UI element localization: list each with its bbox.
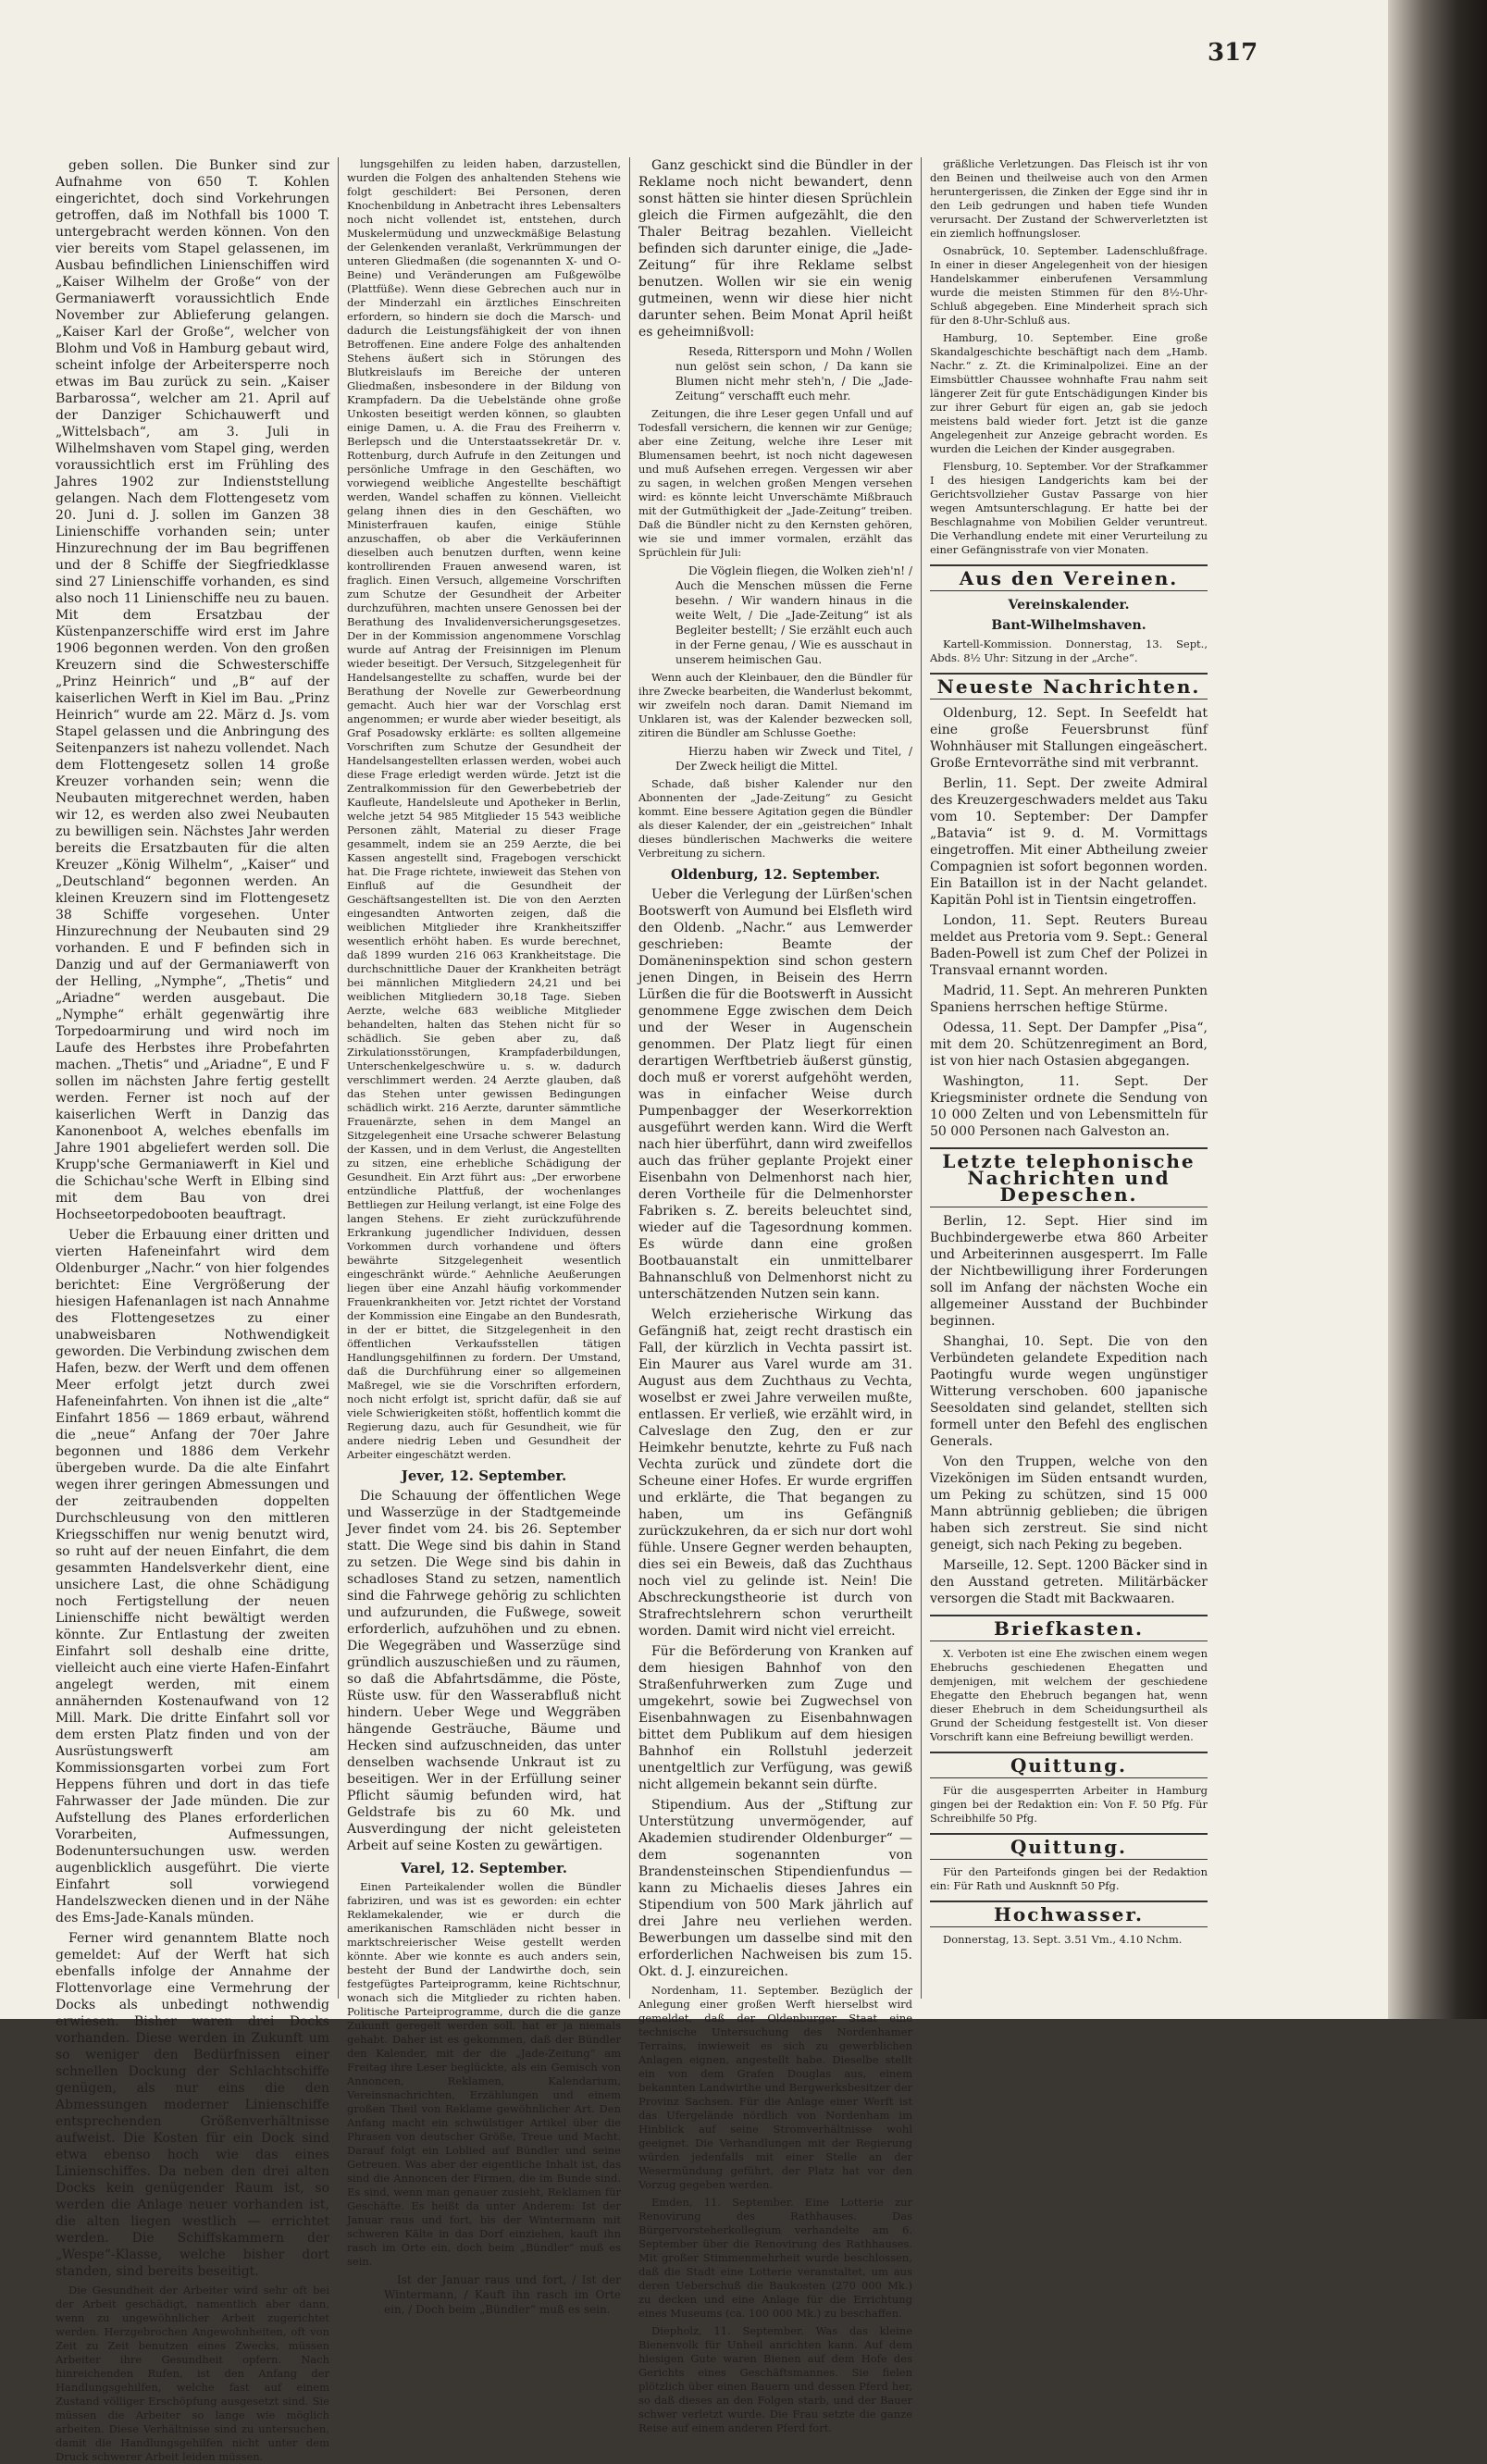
column-1 <box>56 157 329 2463</box>
article-paragraph: Washington, 11. Sept. Der Kriegsminister ordnete die Sendung von 10 000 Zelten und von Lebensmitteln für 50 000 Personen nach Galveston an. <box>930 1074 1208 1139</box>
article-paragraph: Shanghai, 10. Sept. Die von den Verbündeten gelandete Expedition nach Paotingfu wurde wegen ungünstiger Witterung verschoben. 600 japanische Seesoldaten sind gelandet, stellten sich formell unter den Befehl des englischen Generals. <box>930 1334 1208 1449</box>
article-paragraph: Reseda, Rittersporn und Mohn / Wollen nun gelöst sein schon, / Da kann sie Blumen nicht mehr steh'n, / Die „Jade-Zeitung“ verschafft euch mehr. <box>675 345 912 402</box>
article-paragraph: Osnabrück, 10. September. Ladenschlußfrage. In einer in dieser Angelegenheit von der hiesigen Handelskammer einberufenen Versammlung wurde die meisten Stimmen für den 8½-Uhr-Schluß abgegeben. Eine Minderheit sprach sich für den 8-Uhr-Schluß aus. <box>930 244 1208 327</box>
column-4 <box>930 157 1208 1999</box>
article-paragraph: Für den Parteifonds gingen bei der Redaktion ein: Für Rath und Ausknnft 50 Pfg. <box>930 1865 1208 1892</box>
article-paragraph: Für die ausgesperrten Arbeiter in Hamburg gingen bei der Redaktion ein: Von F. 50 Pfg. Für Schreibhilfe 50 Pfg. <box>930 1784 1208 1825</box>
article-paragraph: X. Verboten ist eine Ehe zwischen einem wegen Ehebruchs geschiedenen Ehegatten und demjenigen, mit welchem der geschiedene Ehegatte den Ehebruch begangen hat, wenn dieser Ehebruch in dem Scheidungsurtheil als Grund der Scheidung festgestellt ist. Von dieser Vorschrift kann eine Befreiung bewilligt werden. <box>930 1647 1208 1743</box>
article-paragraph: Zeitungen, die ihre Leser gegen Unfall und auf Todesfall versichern, die kennen wir zur Genüge; aber eine Zeitung, welche ihre Leser mit Blumensamen beehrt, ist noch nicht dagewesen und muß Aufsehen erregen. Vergessen wir aber zu sagen, in welchen großen Mengen versehen wird: es könnte leicht Unverschämte Mißbrauch mit der Gutmüthigkeit der „Jade-Zeitung“ treiben. Daß die Bündler nicht zu den Kernsten gehören, wie sie und immer vormalen, erzählt das Sprüchlein für Juli: <box>638 407 912 559</box>
article-paragraph: lungsgehilfen zu leiden haben, darzustellen, wurden die Folgen des anhaltenden Stehens wie folgt geschildert: Bei Personen, deren Knochenbildung in Anbetracht ihres Lebensalters noch nicht vollendet ist, entstehen, durch Muskelermüdung und unzweckmäßige Belastung der Gelenkenden veranlaßt, Verkrümmungen der unteren Gliedmaßen (die sogenannten X- und O-Beine) und Veränderungen am Fußgewölbe (Plattfüße). Wenn diese Gebrechen auch nur in der Minderzahl ein ärztliches Einschreiten erfordern, so hindern sie doch die Marsch- und dadurch die Leistungsfähigkeit der von ihnen Betroffenen. Eine andere Folge des anhaltenden Stehens äußert sich in Störungen des Blutkreislaufs im Bereiche der unteren Gliedmaßen, insbesondere in der Bildung von Krampfadern. Da die Uebelstände ohne große Unkosten beseitigt werden können, so glaubten einige Damen, u. A. die Frau des Freiherrn v. Berlepsch und die Unterstaatssekretär Dr. v. Rottenburg, durch Aufrufe in den Zeitungen und persönliche Umfrage in den Geschäften, wo vorwiegend weibliche Angestellte beschäftigt werden, Wandel schaffen zu können. Vielleicht gelang ihnen dies in den Geschäften, wo Ministerfrauen kaufen, einige Stühle anzuschaffen, ob aber die Verkäuferinnen dieselben auch benutzen durften, wenn keine kontrollirenden Frauen anwesend waren, ist fraglich. Einen Versuch, allgemeine Vorschriften zum Schutze der Gesundheit der Arbeiter durchzuführen, machten unsere Genossen bei der Berathung des Invalidenversicherungsgesetzes. Der in der Kommission angenommene Vorschlag wurde auf Antrag der Freisinnigen im Plenum wieder beseitigt. Der Versuch, Sitzgelegenheit für Handelsangestellte zu schaffen, wurde bei der Berathung der Novelle zur Gewerbeordnung gemacht. Auch hier war der Vorschlag erst angenommen; er wurde aber wieder beseitigt, als Graf Posadowsky erklärte: es sollten allgemeine Vorschriften zum Schutze der Gesundheit der Handelsangestellten erlassen werden, wobei auch diese Frage erledigt werden würde. Jetzt ist die Zentralkommission für den Gewerbebetrieb der Kaufleute, Handelsleute und Apotheker in Berlin, welche jetzt 54 985 Mitglieder 15 543 weibliche Personen zählt, Material zu dieser Frage gesammelt, indem sie an 259 Aerzte, die bei Kassen angestellt sind, Fragebogen verschickt hat. Die Frage richtete, inwieweit das Stehen von Einfluß auf die Gesundheit der Geschäftsangestellten ist. Die von den Aerzten eingesandten Antworten zeigen, daß die weiblichen Mitglieder ihre Krankheitsziffer wesentlich erhöht haben. Es wurde berechnet, daß 1899 wurden 216 063 Krankheitstage. Die durchschnittliche Dauer der Krankheiten beträgt bei männlichen Mitgliedern 24,21 und bei weiblichen Mitgliedern 30,18 Tage. Sieben Aerzte, welche 683 weibliche Mitglieder behandelten, halten das Stehen nicht für so schädlich. Sie geben aber zu, daß Zirkulationsstörungen, Krampfaderbildungen, Unterschenkelgeschwüre u. s. w. dadurch verschlimmert werden. 24 Aerzte glauben, daß das Stehen unter gewissen Bedingungen schädlich wirkt. 216 Aerzte, darunter sämmtliche Frauenärzte, sehen in dem Mangel an Sitzgelegenheit eine Ursache schwerer Belastung der Kassen, und in dem Verlust, die Angestellten zu sitzen, eine erhebliche Schädigung der Gesundheit. Ein Arzt führt aus: „Der erworbene entzündliche Plattfuß, der wochenlanges Bettliegen zur Heilung verlangt, ist eine Folge des langen Stehens. Er zieht zurückzuführende Erkrankung jugendlicher Individuen, dessen Vorkommen durch vorhandene und öfters bewährte Sitzgelegenheit wesentlich eingeschränkt würde.“ Aehnliche Aeußerungen liegen über eine Anzahl häufig vorkommender Frauenkrankheiten vor. Jetzt richtet der Vorstand der Kommission eine Eingabe an den Bundesrath, in der er bittet, die Sitzgelegenheit in den öffentlichen Verkaufsstellen tätigen Handlungsgehilfinnen zu fordern. Der Umstand, daß die Durchführung einer so allgemeinen Maßregel, wie sie die Vorschriften erfordern, noch nicht erfolgt ist, spricht dafür, daß sie auf viele Schwierigkeiten stößt, hoffentlich kommt die Regierung dazu, auch für Gesundheit, wie für andere niedrig Leben und Gesundheit der Arbeiter eingeschätzt werden. <box>347 157 621 1461</box>
article-paragraph: Donnerstag, 13. Sept. 3.51 Vm., 4.10 Nchm. <box>943 1933 1183 1946</box>
article-paragraph: Schade, daß bisher Kalender nur den Abonnenten der „Jade-Zeitung“ zu Gesicht kommt. Eine bessere Agitation gegen die Bündler als dieser Kalender, der ein „geistreichen“ Inhalt dieses bündlerischen Machwerks die weitere Verbreitung zu sichern. <box>638 777 912 860</box>
dateline: Jever, 12. September. <box>401 1467 567 1484</box>
book-binding <box>1388 0 1487 2019</box>
column-rule <box>921 157 922 1999</box>
section-heading: Quittung. <box>930 1752 1208 1778</box>
column-rule <box>629 157 630 1999</box>
article-paragraph: gräßliche Verletzungen. Das Fleisch ist ihr von den Beinen und theilweise auch von den Armen heruntergerissen, die Zinken der Egge sind ihr in den Leib gedrungen und haben tiefe Wunden verursacht. Der Zustand der Schwerverletzten ist ein ziemlich hoffnungsloser. <box>930 157 1208 240</box>
article-paragraph: Hamburg, 10. September. Eine große Skandalgeschichte beschäftigt nach dem „Hamb. Nachr.“ z. Zt. die Kriminalpolizei. Eine an der Eimsbüttler Chaussee wohnhafte Frau nahm seit längerer Zeit für gute Entschädigungen Kinder bis zur ihrer Geburt für eigen an, gab sie jedoch meistens bald wieder fort. Jetzt ist die ganze Angelegenheit zur Anzeige gebracht worden. Es wurden die Leichen der Kinder ausgegraben. <box>930 331 1208 455</box>
article-paragraph: Flensburg, 10. September. Vor der Strafkammer I des hiesigen Landgerichts kam bei der Gerichtsvollzieher Gustav Passarge von hier wegen Amtsunterschlagung. Er hatte bei der Beschlagnahme von Mobilien Gelder veruntreut. Die Verhandlung endete mit einer Verurteilung zu einer Gefängnisstrafe von vier Monaten. <box>930 460 1208 556</box>
article-paragraph: geben sollen. Die Bunker sind zur Aufnahme von 650 T. Kohlen eingerichtet, doch sind Vorkehrungen getroffen, daß im Nothfall bis 1000 T. untergebracht werden können. Von den vier bereits vom Stapel gelassenen, im Ausbau befindlichen Linienschiffen wird „Kaiser Wilhelm der Große“ von der Germaniawerft voraussichtlich Ende November zur Ablieferung gelangen. „Kaiser Karl der Große“, welcher von Blohm und Voß in Hamburg gebaut wird, scheint infolge der Arbeitersperre noch etwas im Bau zurück zu sein. „Kaiser Barbarossa“, welcher am 21. April auf der Danziger Schichauwerft und „Wittelsbach“, am 3. Juli in Wilhelmshaven vom Stapel ging, werden voraussichtlich erst im Frühling des Jahres 1902 zur Indienststellung gelangen. Nach dem Flottengesetz vom 20. Juni d. J. sollen im Ganzen 38 Linienschiffe vorhanden sein; unter Hinzurechnung der im Bau begriffenen und der 8 Schiffe der Siegfriedklasse sind 27 Linienschiffe vorhanden, es sind also noch 11 Linienschiffe neu zu bauen. Mit dem Ersatzbau der Küstenpanzerschiffe wird erst im Jahre 1906 begonnen werden. Von den großen Kreuzern sind die Schwesterschiffe „Prinz Heinrich“ und „B“ auf der kaiserlichen Werft in Kiel im Bau. „Prinz Heinrich“ wurde am 22. März d. Js. vom Stapel gelassen und die Anbringung des Seitenpanzers ist nahezu vollendet. Nach dem Flottengesetz sollen 14 große Kreuzer vorhanden sein; wenn die Neubauten mitgerechnet werden, haben wir 12, es werden also zwei Neubauten zu bewilligen sein. Nächstes Jahr werden bereits die Ersatzbauten für die alten Kreuzer „König Wilhelm“, „Kaiser“ und „Deutschland“ begonnen werden. An kleinen Kreuzern sind im Flottengesetz 38 Schiffe vorgesehen. Unter Hinzurechnung der Neubauten sind 29 vorhanden. E und F befinden sich in Danzig und auf der Germaniawerft von der Helling, „Nymphe“, „Thetis“ und „Ariadne“ werden ausgebaut. Die „Nymphe“ erhält gegenwärtig ihre Torpedoarmirung und wird noch im Laufe des Herbstes ihre Probefahrten machen. „Thetis“ und „Ariadne“, E und F sollen im nächsten Jahre fertig gestellt werden. Ferner ist noch auf der kaiserlichen Werft in Danzig das Kanonenboot A, welches ebenfalls im Jahre 1901 abgeliefert werden soll. Die Krupp'sche Germaniawerft in Kiel und die Schichau'sche Werft in Elbing sind mit dem Bau von drei Hochseetorpedobooten beauftragt. <box>56 158 329 1222</box>
article-paragraph: Von den Truppen, welche von den Vizekönigen im Süden entsandt wurden, um Peking zu schützen, sind 15 000 Mann abtrünnig geblieben; die übrigen haben sich zerstreut. Sie sind nicht geneigt, sich nach Peking zu begeben. <box>930 1455 1208 1553</box>
article-paragraph: Einen Parteikalender wollen die Bündler fabriziren, und was ist es geworden: ein echter Reklamekalender, wie er durch die amerikanischen Ramschläden nicht besser in marktschreierischer Weise gestellt werden könnte. Aber wie konnte es auch anders sein, besteht der Bund der Landwirthe doch, sein festgefügtes Parteiprogramm, keine Richtschnur, wonach sich die Mitglieder zu richten haben. Politische Parteiprogramme, durch die die ganze Zukunft geregelt werden soll, hat er ja niemals gehabt. Daher ist es gekommen, daß der Bündler den Kalender, mit der die „Jade-Zeitung“ am Freitag ihre Leser beglückte, als ein Gemisch von Annoncen, Reklamen, Kalendarium, Vereinsnachrichten, Erzählungen und einem großen Theil von Reklame gewöhnlicher Art. Den Anfang macht ein schwülstiger Artikel über die Phrasen von deutscher Größe, Treue und Macht. Darauf folgt ein Loblied auf Bündler und seine Getreuen. Was aber der eigentliche Inhalt ist, das sind die Annoncen der Firmen, die im Bunde sind. Es sind, wenn man genauer zusieht, Reklamen für Geschäfte. Es heißt da unter Anderem: Ist der Januar raus und fort, bis der Wintermann mit schweren Kälte in das Dorf einziehen, kauft ihn rasch im Orte ein, doch beim „Bündler“ muß es sein. <box>347 1880 621 2268</box>
article-paragraph: Wenn auch der Kleinbauer, den die Bündler für ihre Zwecke bearbeiten, die Wanderlust bekommt, wir zweifeln noch daran. Damit Niemand im Unklaren ist, was der Kalender bezwecken soll, zitiren die Bündler am Schlusse Goethe: <box>638 671 912 739</box>
dateline: Oldenburg, 12. September. <box>670 866 881 883</box>
article-paragraph: Die Schauung der öffentlichen Wege und Wasserzüge in der Stadtgemeinde Jever findet vom 24. bis 26. September statt. Die Wege sind bis dahin in Stand zu setzen. Die Wege sind bis dahin in schadloses Stand zu setzen, namentlich sind die Fahrwege gehörig zu schlichten und aufzurunden, die Fußwege, soweit erforderlich, aufzuhöhen und zu ebnen. Die Wegegräben und Wasserzüge sind gründlich auszuschießen und zu räumen, so daß die Abfahrtsdämme, die Pöste, Rüste usw. für den Wasserabfluß nicht hindern. Ueber Wege und Weggräben hängende Gesträuche, Bäume und Hecken sind aufzuschneiden, das unter denselben wachsende Unkraut ist zu beseitigen. Wer in der Erfüllung seiner Pflicht säumig befunden wird, hat Geldstrafe bis zu 60 Mk. und Ausverdingung der nicht geleisteten Arbeit auf seine Kosten zu gewärtigen. <box>347 1489 621 1853</box>
section-heading: Quittung. <box>930 1833 1208 1860</box>
section-heading: Neueste Nachrichten. <box>930 673 1208 700</box>
article-paragraph: Emden, 11. September. Eine Lotterie zur Renovirung des Rathhauses. Das Bürgervorsteherkollegium verhandelte am 6. September über die Renovirung des Rathhauses. Mit großer Stimmenmehrheit wurde beschlossen, daß die Stadt eine Lotterie veranstaltet, um aus deren Ueberschuß die Baukosten (270 000 Mk.) zu decken und eine Anlage für die Errichtung eines Museums (ca. 100 000 Mk.) zu beschaffen. <box>638 2196 912 2320</box>
article-paragraph: Ist der Januar raus und fort, / Ist der Wintermann, / Kauft ihn rasch im Orte ein, / Doch beim „Bündler“ muß es sein. <box>384 2273 621 2316</box>
article-paragraph: Diepholz, 11. September. Was das kleine Bienenvolk für Unheil anrichten kann. Auf dem hiesigen Gute waren Bienen auf dem Hofe des Gerichts eines Geschäftsmannes. Sie fielen plötzlich über einen Bauern und dessen Pferd her, so daß dieses an den Folgen starb, und der Bauer schwer verletzt wurde. Die Frau setzte die ganze Reise auf einem anderen Pferd fort. <box>638 2324 912 2434</box>
section-heading: Aus den Vereinen. <box>930 564 1208 591</box>
column-3 <box>638 157 912 2434</box>
article-paragraph: Die Gesundheit der Arbeiter wird sehr oft bei der Arbeit geschädigt, namentlich aber dann, wenn zu ungewöhnlicher Arbeit zugerichtet werden. Herzgebrochen Angewohnheiten, oft von Zeit zu Zeit benutzen eines Zwecks, müssen Arbeiter ihre Gesundheit opfern. Nach hinreichenden Rufen, ist den Anfang der Handlungsgehilfen, welche fast auf einem Zustand völliger Erschöpfung ausgesetzt sind. Sie müssen die Arbeiter so lange wie möglich arbeiten. Diese Verhältnisse sind zu untersuchen, damit die Handlungsgehilfen nicht unter dem Druck schwerer Arbeit leiden müssen. <box>56 2284 329 2463</box>
article-paragraph: Für die Beförderung von Kranken auf dem hiesigen Bahnhof von den Straßenfuhrwerken zum Zuge und umgekehrt, sowie bei Zugwechsel von Eisenbahnwagen zu Eisenbahnwagen bittet dem Publikum auf dem hiesigen Bahnhof ein Rollstuhl jederzeit unentgeltlich zur Verfügung, was gewiß nicht allgemein bekannt sein dürfte. <box>638 1644 912 1792</box>
article-paragraph: Welch erzieherische Wirkung das Gefängniß hat, zeigt recht drastisch ein Fall, der kürzlich in Vechta passirt ist. Ein Maurer aus Varel wurde am 31. August aus dem Zuchthaus zu Vechta, woselbst er zwei Jahre verweilen mußte, entlassen. Er verließ, wie erzählt wird, in Calveslage den Zug, den er zur Heimkehr benutzte, kehrte zu Fuß nach Vechta zurück und zündete dort die Scheune einer Hofes. Er wurde ergriffen und erklärte, die That begangen zu haben, um ins Gefängniß zurückzukehren, da er sich nur dort wohl fühle. Unsere Gegner werden behaupten, dies sei ein Beweis, daß das Zuchthaus noch viel zu gelinde ist. Nein! Die Abschreckungstheorie ist durch von Strafrechtslehrern schon verurtheilt worden. Damit wird nicht viel erreicht. <box>638 1307 912 1639</box>
article-paragraph: Madrid, 11. Sept. An mehreren Punkten Spaniens herrschen heftige Stürme. <box>930 984 1208 1015</box>
article-paragraph: Nordenham, 11. September. Bezüglich der Anlegung einer großen Werft hierselbst wird gemeldet, daß der Oldenburger Staat eine technische Untersuchung des Nordenhamer Terrains, inwieweit es sich zu gewerblichen Anlagen eignen, angestellt habe. Dieselbe stellt ein von dem Grafen Douglas aus, einem bekannten Landwirthe und Bergwerksbesitzer der Provinz Sachsen. Für die Anlage einer Werft ist das Ufergelände nördlich von Nordenham im Hinblick auf seine Stromverhältnisse wohl geeignet. Die Verhandlungen mit der Regierung würden jedenfalls mit einer Stelle an der Wesermündung geführt, der Platz hat vor den Vorzug gegeben werden. <box>638 1984 912 2191</box>
dateline: Varel, 12. September. <box>401 1860 567 1876</box>
article-paragraph: Kartell-Kommission. Donnerstag, 13. Sept., Abds. 8½ Uhr: Sitzung in der „Arche“. <box>930 638 1208 664</box>
page-number: 317 <box>1208 39 1258 67</box>
article-paragraph: Marseille, 12. Sept. 1200 Bäcker sind in den Ausstand getreten. Militärbäcker versorgen die Stadt mit Backwaaren. <box>930 1558 1208 1606</box>
section-heading: Vereinskalender. <box>1008 598 1130 613</box>
article-paragraph: Stipendium. Aus der „Stiftung zur Unterstützung unvermögender, auf Akademien studirender Oldenburger“ — dem sogenannten von Brandensteinschen Stipendienfundus — kann zu Michaelis dieses Jahres ein Stipendium von 500 Mark jährlich auf drei Jahre neu verliehen werden. Bewerbungen um dasselbe sind mit den erforderlichen Nachweisen bis zum 15. Okt. d. J. einzureichen. <box>638 1798 912 1979</box>
article-paragraph: Ganz geschickt sind die Bündler in der Reklame noch nicht bewandert, denn sonst hätten sie hinter diesen Sprüchlein gleich die Firmen aufgezählt, die den Thaler Beitrag bezahlen. Vielleicht befinden sich darunter einige, die „Jade-Zeitung“ für ihre Reklame selbst benutzen. Wollen wir sie ein wenig gutmeinen, wenn wir diese hier nicht darunter sehen. Beim Monat April heißt es geheimnißvoll: <box>638 158 912 340</box>
column-rule <box>338 157 339 1999</box>
article-paragraph: Ueber die Erbauung einer dritten und vierten Hafeneinfahrt wird dem Oldenburger „Nachr.“ von hier folgendes berichtet: Eine Vergrößerung der hiesigen Hafenanlagen ist nach Annahme des Flottengesetzes zu einer unabweisbaren Nothwendigkeit geworden. Die Verbindung zwischen dem Hafen, bezw. der Werft und dem offenen Meer erfolgt jetzt durch zwei Hafeneinfahrten. Von ihnen ist die „alte“ Einfahrt 1856 — 1869 erbaut, während die „neue“ Anfang der 70er Jahre begonnen und 1886 dem Verkehr übergeben wurde. Da die alte Einfahrt wegen ihrer geringen Abmessungen und der zeitraubenden doppelten Durchschleusung von den mittleren Kriegsschiffen nur wenig benutzt wird, so ruht auf der neuen Einfahrt, die dem gesammten Handelsverkehr dient, eine unsichere Last, die ohne Schädigung noch Fertigstellung der neuen Linienschiffe nicht bewältigt werden könnte. Zur Entlastung der zweiten Einfahrt soll deshalb eine dritte, vielleicht auch eine vierte Hafen-Einfahrt angelegt werden, mit einem annähernden Kostenaufwand von 12 Mill. Mark. Die dritte Einfahrt soll vor dem ersten Platz finden und von der Ausrüstungswerft am Kommissionsgarten vorbei zum Fort Heppens führen und dort in das tiefe Fahrwasser der Jade münden. Die zur Aufstellung des Planes erforderlichen Vorarbeiten, Aufmessungen, Bodenuntersuchungen usw. werden augenblicklich ausgeführt. Die vierte Einfahrt soll vorwiegend Handelszwecken dienen und in der Nähe des Ems-Jade-Kanals münden. <box>56 1228 329 1925</box>
article-paragraph: Ueber die Verlegung der Lürßen'schen Bootswerft von Aumund bei Elsfleth wird den Oldenb. „Nachr.“ aus Lemwerder geschrieben: Beamte der Domäneninspektion sind schon gestern jenen Dingen, in Beisein des Herrn Lürßen die für die Bootswerft in Aussicht genommene Egge zwischen dem Deich und der Weser in Augenschein genommen. Der Platz liegt für einen derartigen Werftbetrieb äußerst günstig, doch muß er vorerst aufgehöht werden, was in einfacher Weise durch Pumpenbagger der Weserkorrektion ausgeführt werden kann. Wird die Werft nach hier überführt, dann wird zweifellos auch das früher geplante Projekt einer Eisenbahn von Delmenhorst nach hier, deren Vortheile für die Delmenhorster Fabriken s. Z. bereits beleuchtet sind, wieder auf die Tagesordnung kommen. Es würde dann eine großen Bootbauanstalt ein unmittelbarer Bahnanschluß von Delmenhorst nicht zu unterschätzenden Nutzen sein kann. <box>638 887 912 1302</box>
section-heading: Letzte telephonische Nachrichten und Depeschen. <box>930 1147 1208 1207</box>
article-paragraph: Berlin, 11. Sept. Der zweite Admiral des Kreuzergeschwaders meldet aus Taku vom 10. September: Der Dampfer „Batavia“ ist 9. d. M. Vormittags eingetroffen. Mit einer Abtheilung zweier Compagnien ist sofort begonnen worden. Ein Bataillon ist in der Nacht gelandet. Kapitän Pohl ist in Tientsin eingetroffen. <box>930 776 1208 908</box>
article-paragraph: Ferner wird genanntem Blatte noch gemeldet: Auf der Werft hat sich ebenfalls infolge der Annahme der Flottenvorlage eine Vermehrung der Docks als unbedingt nothwendig erwiesen. Bisher waren drei Docks vorhanden. Diese werden in Zukunft um so weniger den Bedürfnissen einer schnellen Dockung der Schlachtschiffe genügen, als nur eins die den Abmessungen moderner Linienschiffe entsprechenden Größenverhältnisse aufweist. Die Kosten für ein Dock sind etwa ebenso hoch wie das eines Linienschiffes. Da neben den drei alten Docks kein genügender Raum ist, so werden die Anlage neuer vorhanden ist, die alten liegen westlich — errichtet werden. Die Schiffskammern der „Wespe“-Klasse, welche bisher dort standen, sind bereits beseitigt. <box>56 1931 329 2279</box>
section-heading: Hochwasser. <box>930 1901 1208 1927</box>
article-paragraph: Hierzu haben wir Zweck und Titel, / Der Zweck heiligt die Mittel. <box>675 745 912 773</box>
article-paragraph: Oldenburg, 12. Sept. In Seefeldt hat eine große Feuersbrunst fünf Wohnhäuser mit Stallungen eingeäschert. Große Erntevorräthe sind mit verbrannt. <box>930 706 1208 771</box>
column-2 <box>347 157 621 2316</box>
section-heading: Briefkasten. <box>930 1615 1208 1641</box>
article-paragraph: Odessa, 11. Sept. Der Dampfer „Pisa“, mit dem 20. Schützenregiment an Bord, ist von hier nach Ostasien abgegangen. <box>930 1021 1208 1069</box>
article-paragraph: Berlin, 12. Sept. Hier sind im Buchbindergewerbe etwa 860 Arbeiter und Arbeiterinnen ausgesperrt. Im Falle der Nichtbewilligung ihrer Forderungen soll im Anfang der nächsten Woche ein allgemeiner Ausstand der Buchbinder beginnen. <box>930 1214 1208 1329</box>
article-paragraph: Die Vöglein fliegen, die Wolken zieh'n! / Auch die Menschen müssen die Ferne besehn. / Wir wandern hinaus in die weite Welt, / Die „Jade-Zeitung“ ist als Begleiter bestellt; / Sie erzählt euch auch in der Ferne genau, / Wie es ausschaut in unserem heimischen Gau. <box>675 564 912 666</box>
article-paragraph: London, 11. Sept. Reuters Bureau meldet aus Pretoria vom 9. Sept.: General Baden-Powell ist zum Chef der Polizei in Transvaal ernannt worden. <box>930 913 1208 978</box>
section-heading: Bant-Wilhelmshaven. <box>991 618 1146 633</box>
